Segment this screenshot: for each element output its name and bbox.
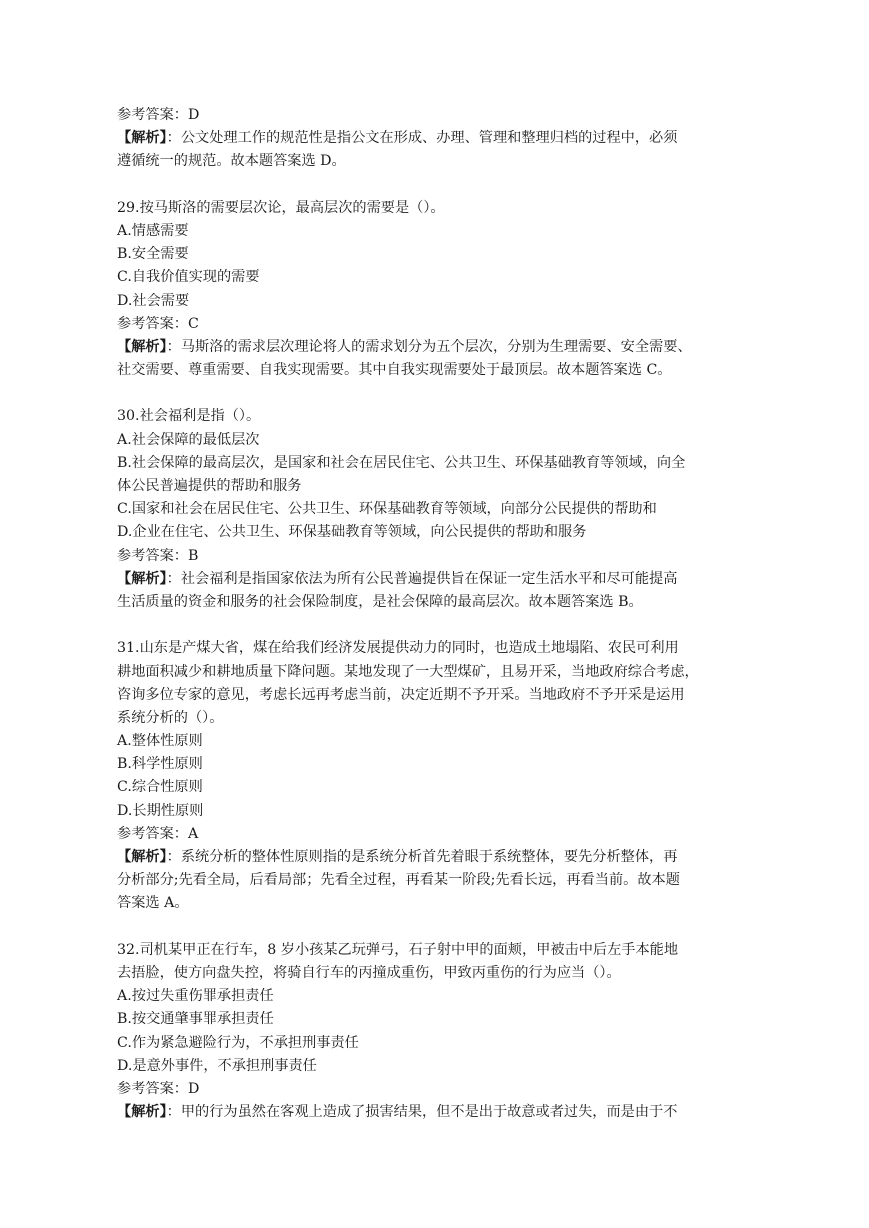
question-stem: 耕地面积减少和耕地质量下降问题。某地发现了一大型煤矿，且易开采，当地政府综合考虑， — [117, 663, 699, 680]
analysis-text: 答案选 A。 — [117, 895, 189, 912]
answer-block — [117, 104, 742, 174]
question-stem: 30.社会福利是指（）。 — [117, 408, 261, 425]
question-stem: 31.山东是产煤大省，煤在给我们经济发展提供动力的同时，也造成土地塌陷、农民可利用 — [117, 640, 679, 657]
analysis-text: ：公文处理工作的规范性是指公文在形成、办理、管理和整理归档的过程中，必须 — [166, 130, 678, 147]
reference-answer: 参考答案：A — [117, 825, 199, 842]
analysis-label: 【解析】 — [117, 570, 167, 587]
question-stem: 咨询多位专家的意见，考虑长远再考虑当前，决定近期不予开采。当地政府不予开采是运用 — [117, 686, 685, 703]
analysis-line — [117, 127, 742, 150]
analysis-line — [117, 1101, 742, 1124]
reference-answer: 参考答案：C — [117, 315, 199, 332]
document-page — [117, 104, 742, 1124]
paragraph-gap — [117, 382, 742, 405]
analysis-label: 【解析】 — [117, 849, 167, 865]
reference-answer: 参考答案：B — [117, 547, 199, 564]
option: A.整体性原则 — [117, 733, 203, 750]
analysis-line — [117, 846, 742, 869]
option: B.科学性原则 — [117, 756, 203, 773]
question-block — [117, 197, 742, 383]
option: D.社会需要 — [117, 292, 190, 309]
paragraph-gap — [117, 916, 742, 939]
question-stem: 29.按马斯洛的需要层次论，最高层次的需要是（）。 — [117, 199, 445, 216]
question-stem: 32.司机某甲正在行车，8 岁小孩某乙玩弹弓，石子射中甲的面颊，甲被击中后左手本能地 — [117, 941, 679, 958]
analysis-line — [117, 869, 742, 892]
analysis-text: ：社会福利是指国家依法为所有公民普遍提供旨在保证一定生活水平和尽可能提高 — [166, 570, 678, 587]
analysis-line — [117, 591, 742, 614]
analysis-line — [117, 150, 742, 173]
analysis-label: 【解析】 — [117, 1104, 167, 1121]
question-stem: 系统分析的（）。 — [117, 709, 224, 726]
analysis-text: ：甲的行为虽然在客观上造成了损害结果，但不是出于故意或者过失，而是由于不 — [166, 1104, 678, 1121]
question-block — [117, 939, 742, 1125]
question-stem: 去捂脸，使方向盘失控，将骑自行车的丙撞成重伤，甲致丙重伤的行为应当（）。 — [117, 964, 621, 981]
option: D.长期性原则 — [117, 802, 204, 819]
analysis-label: 【解析】 — [117, 130, 167, 147]
option: C.综合性原则 — [117, 779, 203, 796]
reference-answer: 参考答案：D — [117, 1080, 200, 1097]
question-block — [117, 405, 742, 614]
analysis-text: 遵循统一的规范。故本题答案选 D。 — [117, 153, 346, 170]
option: D.企业在住宅、公共卫生、环保基础教育等领域，向公民提供的帮助和服务 — [117, 524, 587, 541]
analysis-line — [117, 336, 742, 359]
analysis-line — [117, 568, 742, 591]
option: C.自我价值实现的需要 — [117, 269, 260, 286]
option: 体公民普遍提供的帮助和服务 — [117, 478, 302, 494]
option: A.按过失重伤罪承担责任 — [117, 988, 274, 1005]
question-block — [117, 637, 742, 915]
analysis-text: ：马斯洛的需求层次理论将人的需求划分为五个层次，分别为生理需要、安全需要、 — [166, 338, 692, 355]
option: B.安全需要 — [117, 246, 189, 263]
analysis-line — [117, 359, 742, 382]
analysis-text: ：系统分析的整体性原则指的是系统分析首先着眼于系统整体，要先分析整体，再 — [166, 849, 678, 865]
analysis-label: 【解析】 — [117, 338, 167, 355]
paragraph-gap — [117, 614, 742, 637]
option: A.情感需要 — [117, 222, 189, 239]
reference-answer: 参考答案：D — [117, 107, 200, 123]
option: D.是意外事件，不承担刑事责任 — [117, 1057, 317, 1074]
option: C.国家和社会在居民住宅、公共卫生、环保基础教育等领域，向部分公民提供的帮助和 — [117, 501, 657, 518]
analysis-text: 社交需要、尊重需要、自我实现需要。其中自我实现需要处于最顶层。故本题答案选 C。 — [117, 362, 672, 379]
option: B.按交通肇事罪承担责任 — [117, 1011, 274, 1028]
option: A.社会保障的最低层次 — [117, 431, 260, 448]
analysis-line — [117, 892, 742, 915]
analysis-text: 生活质量的资金和服务的社会保险制度，是社会保障的最高层次。故本题答案选 B。 — [117, 593, 643, 610]
analysis-text: 分析部分;先看全局，后看局部；先看全过程，再看某一阶段;先看长远，再看当前。故本题 — [117, 872, 680, 889]
paragraph-gap — [117, 174, 742, 197]
option: C.作为紧急避险行为，不承担刑事责任 — [117, 1034, 359, 1051]
option: B.社会保障的最高层次，是国家和社会在居民住宅、公共卫生、环保基础教育等领域，向全 — [117, 454, 686, 471]
